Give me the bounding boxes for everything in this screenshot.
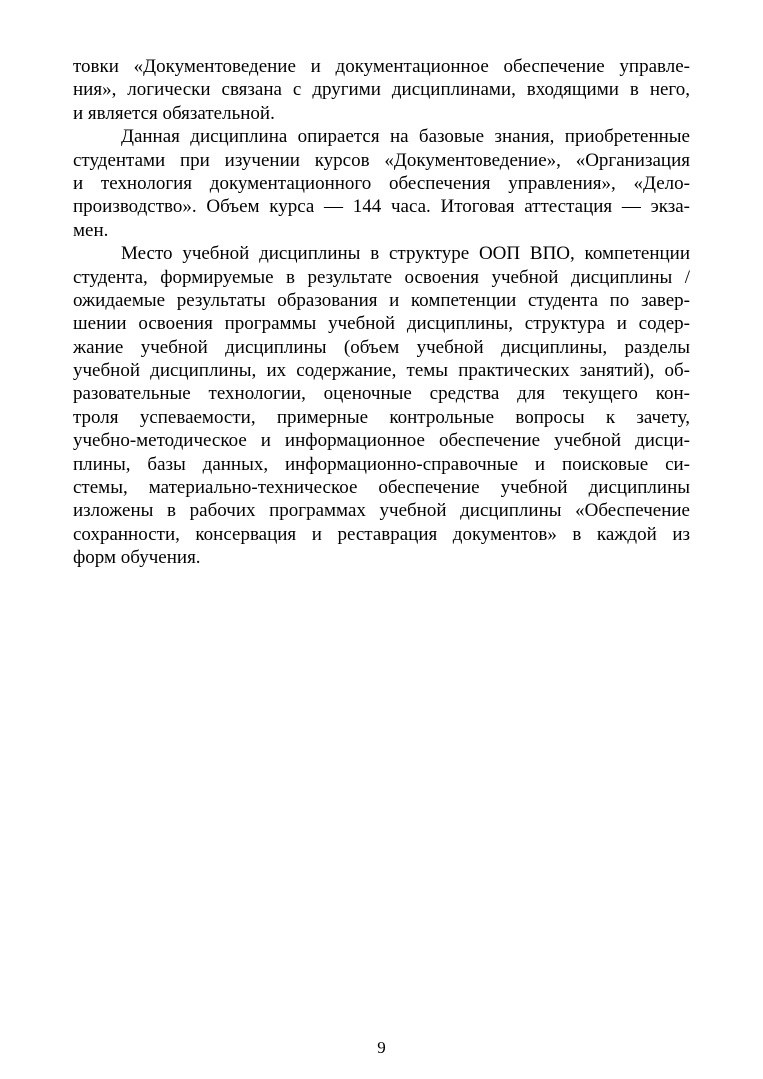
text-line: студента, формируемые в результате освоения учебной дисциплины / xyxy=(73,266,690,288)
text-line: плины, базы данных, информационно-справочные и поисковые си- xyxy=(73,453,690,475)
text-line: сохранности, консервация и реставрация документов» в каждой из xyxy=(73,523,690,545)
text-line: троля успеваемости, примерные контрольные вопросы к зачету, xyxy=(73,406,690,428)
paragraph-3 xyxy=(73,242,690,569)
text-line: производство». Объем курса — 144 часа. Итоговая аттестация — экза- xyxy=(73,196,690,218)
text-line: шении освоения программы учебной дисциплины, структура и содер- xyxy=(73,313,690,335)
paragraph-1 xyxy=(73,55,690,125)
text-line: и технология документационного обеспечения управления», «Дело- xyxy=(73,172,690,194)
text-line: изложены в рабочих программах учебной дисциплины «Обеспечение xyxy=(73,500,690,522)
text-line: Данная дисциплина опирается на базовые знания, приобретенные xyxy=(121,126,690,148)
text-line: Место учебной дисциплины в структуре ООП ВПО, компетенции xyxy=(121,243,690,265)
text-line: жание учебной дисциплины (объем учебной дисциплины, разделы xyxy=(73,336,690,358)
text-line: форм обучения. xyxy=(73,547,201,569)
text-line: товки «Документоведение и документационное обеспечение управле- xyxy=(73,56,690,77)
text-line: ния», логически связана с другими дисциплинами, входящими в него, xyxy=(73,79,690,101)
paragraph-2 xyxy=(73,125,690,242)
text-line: разовательные технологии, оценочные средства для текущего кон- xyxy=(73,383,690,405)
text-line: и является обязательной. xyxy=(73,102,275,124)
text-line: ожидаемые результаты образования и компетенции студента по завер- xyxy=(73,289,690,311)
page-number: 9 xyxy=(377,1038,386,1057)
text-line: студентами при изучении курсов «Документоведение», «Организация xyxy=(73,149,690,171)
text-line: мен. xyxy=(73,219,109,241)
document-body xyxy=(73,55,690,570)
text-line: стемы, материально-техническое обеспечение учебной дисциплины xyxy=(73,477,690,499)
text-line: учебно-методическое и информационное обеспечение учебной дисци- xyxy=(73,430,690,452)
text-line: учебной дисциплины, их содержание, темы практических занятий), об- xyxy=(73,360,690,382)
